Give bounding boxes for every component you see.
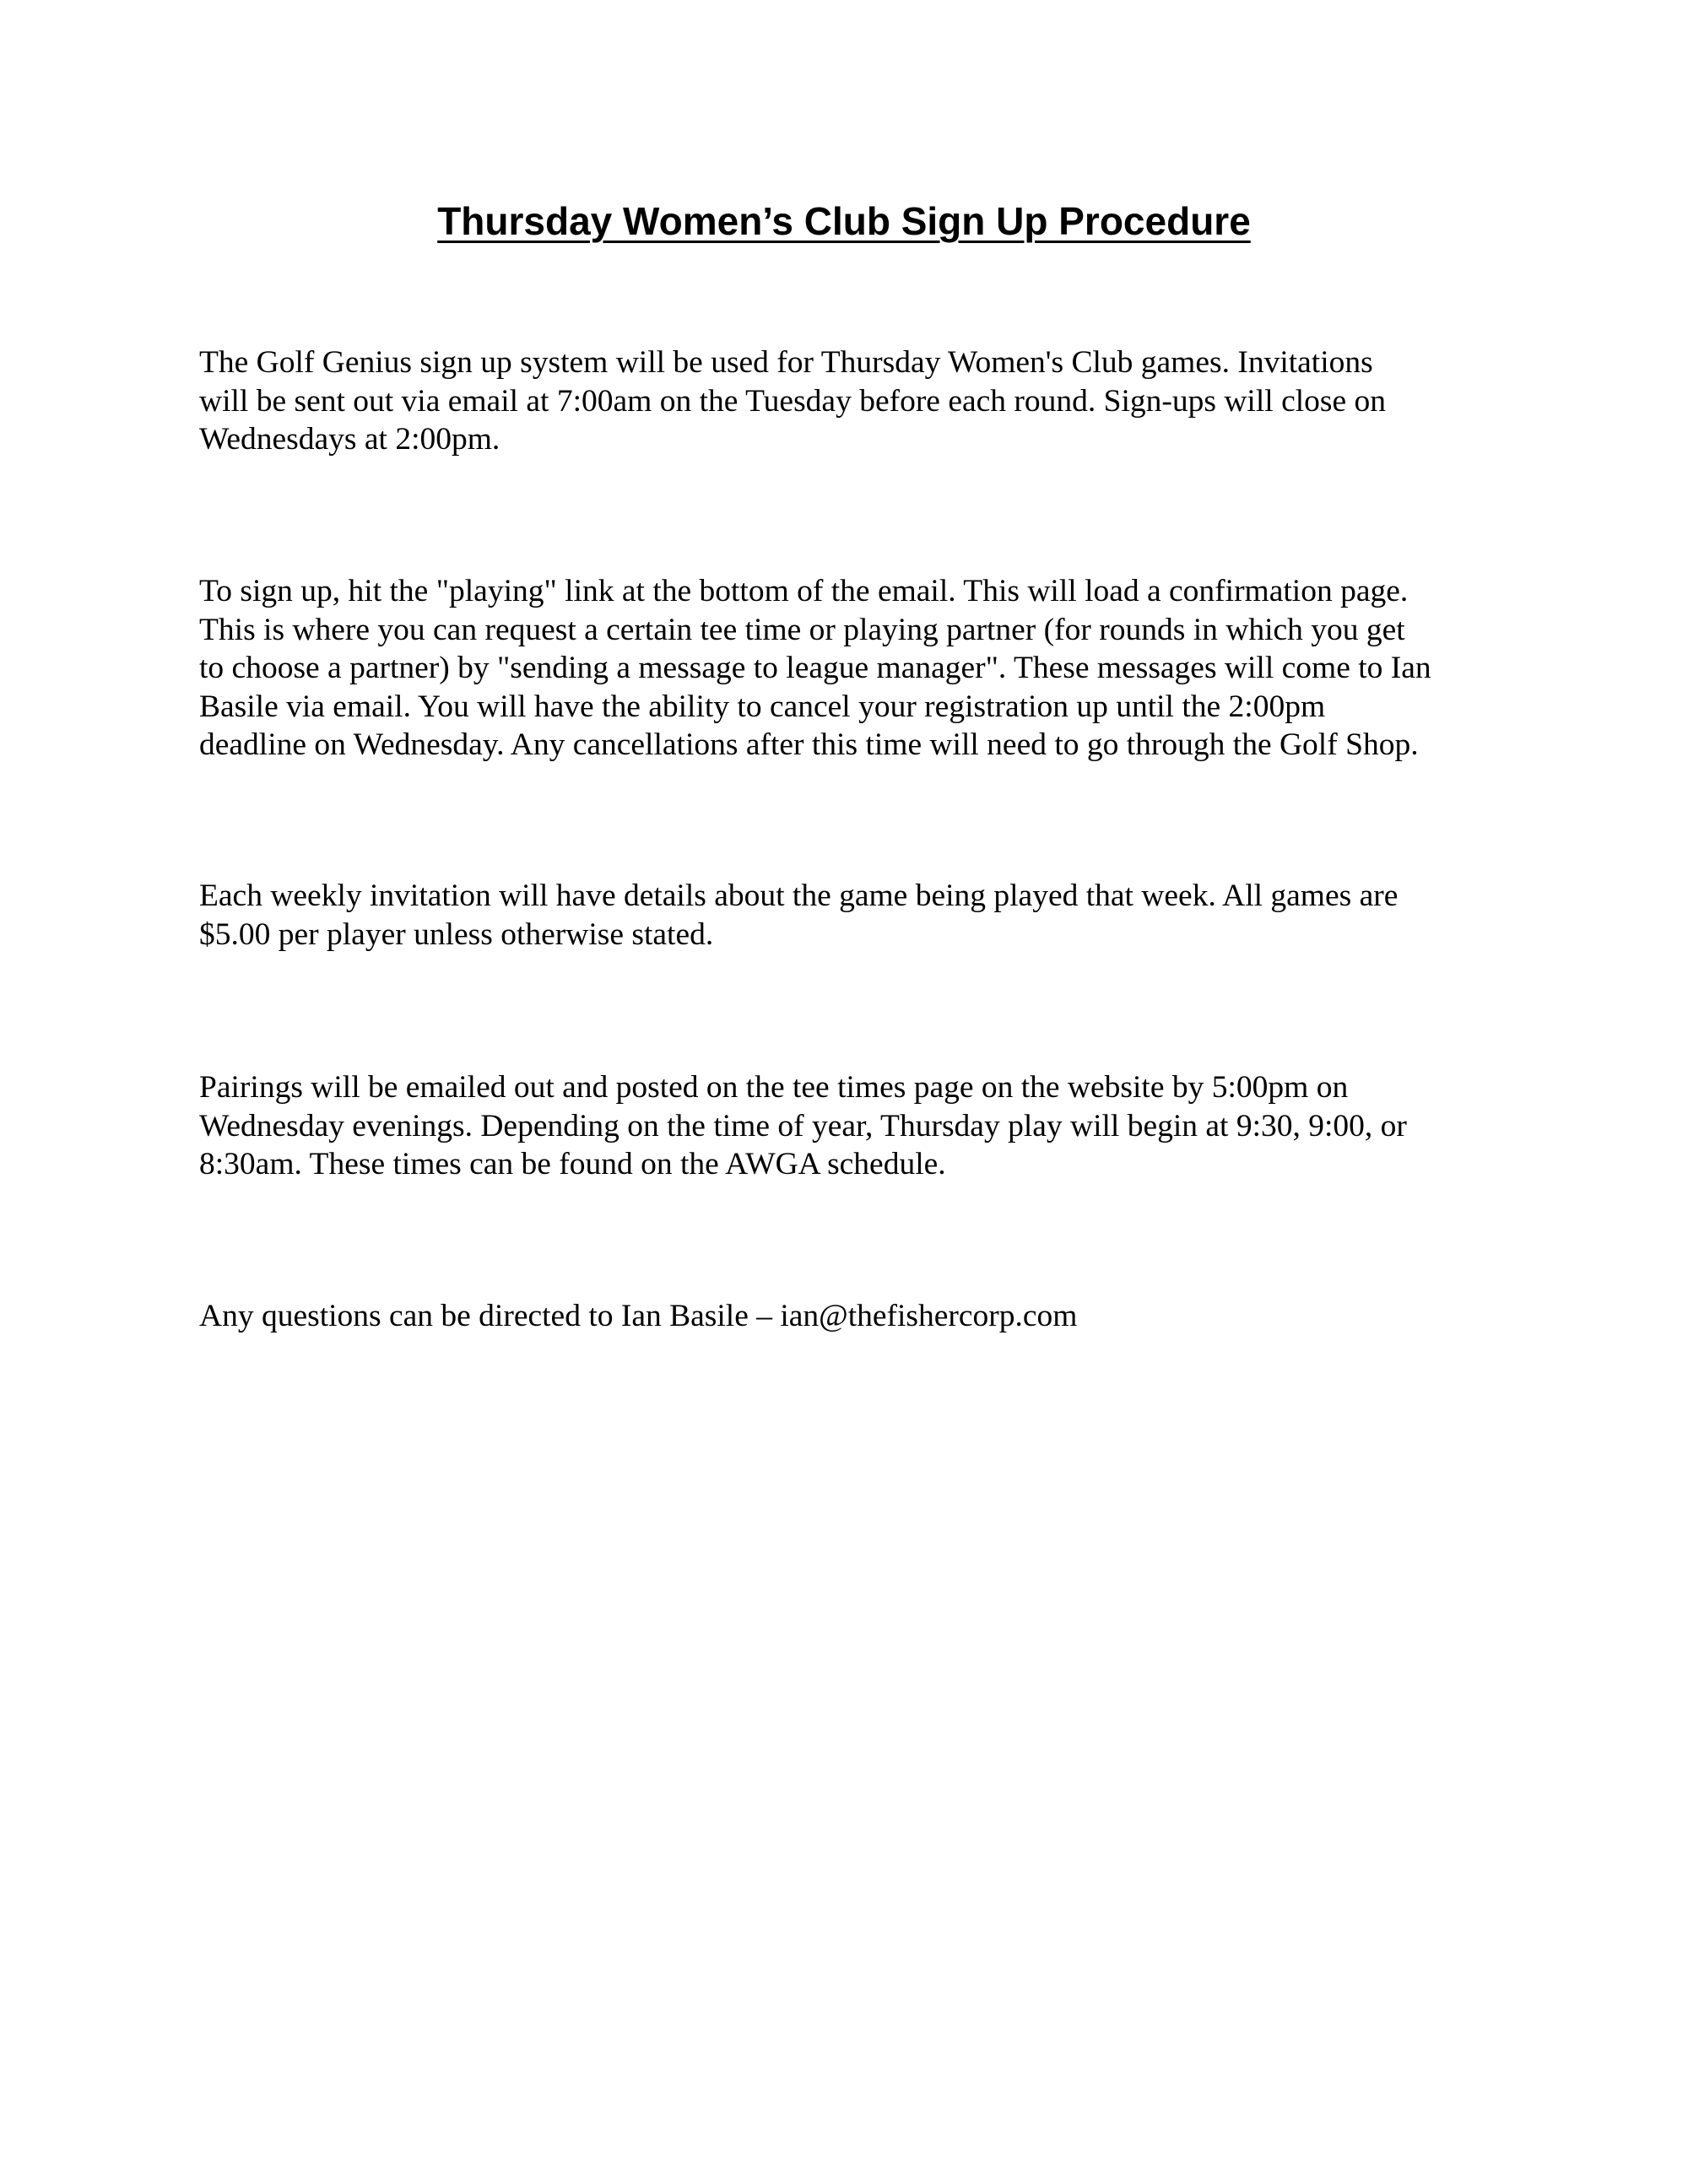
paragraph-line: Each weekly invitation will have details about the game being played that week. All games are [199,878,1399,913]
paragraph-line: The Golf Genius sign up system will be used for Thursday Women's Club games. Invitations [199,345,1373,380]
paragraph-pairings [199,1068,1516,1184]
paragraph-line: Pairings will be emailed out and posted on the tee times page on the website by 5:00pm on [199,1070,1349,1105]
paragraph-line: will be sent out via email at 7:00am on the Tuesday before each round. Sign-ups will close on [199,383,1386,419]
paragraph-how-to-sign-up [199,572,1516,765]
paragraph-line: This is where you can request a certain tee time or playing partner (for rounds in which you get [199,612,1405,647]
paragraph-line: to choose a partner) by "sending a message to league manager". These messages will come to Ian [199,651,1431,685]
paragraph-signup-system [199,343,1516,459]
paragraph-line: To sign up, hit the "playing" link at the bottom of the email. This will load a confirmation page. [199,574,1409,608]
paragraph-line: Any questions can be directed to Ian Basile – ian@thefishercorp.com [199,1299,1078,1333]
paragraph-line: 8:30am. These times can be found on the AWGA schedule. [199,1147,946,1181]
paragraph-line: $5.00 per player unless otherwise stated. [199,916,714,952]
paragraph-contact [199,1297,1516,1336]
paragraph-line: Basile via email. You will have the ability to cancel your registration up until the 2:00pm [199,689,1326,724]
paragraph-line: deadline on Wednesday. Any cancellations after this time will need to go through the Golf Shop. [199,727,1419,762]
paragraph-line: Wednesday evenings. Depending on the time of year, Thursday play will begin at 9:30, 9:00, or [199,1108,1407,1143]
document-title: Thursday Women’s Club Sign Up Procedure [437,199,1251,243]
paragraph-line: Wednesdays at 2:00pm. [199,422,500,457]
paragraph-weekly-invitation [199,877,1516,954]
